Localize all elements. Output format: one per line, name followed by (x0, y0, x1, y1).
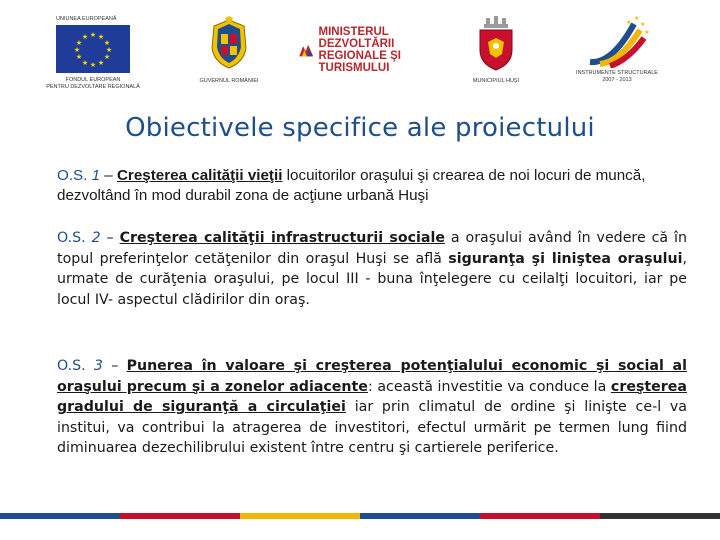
svg-text:★: ★ (626, 19, 632, 26)
mdr-emblem-icon (298, 38, 315, 62)
objective-3-rest-2: iar prin climatul de ordine şi linişte ce-l va institui, va contribui la atragerea de investitori, efectul urmărit pe termen lung fiind diminuarea dezechilibrului existent între centru şi cartierele periferice. (57, 399, 687, 456)
footer-segment (480, 513, 600, 519)
svg-text:★: ★ (75, 53, 83, 61)
objective-2 (57, 228, 687, 310)
footer-segment (0, 513, 120, 519)
svg-text:★: ★ (103, 39, 111, 47)
husi-logo (468, 16, 524, 85)
objective-3-bold-text: Punerea în valoare şi creşterea potenţialului economic şi social al oraşului precum şi a zonelor adiacente (57, 358, 687, 395)
objective-2-label: O.S. 2 (57, 230, 101, 246)
svg-text:★: ★ (75, 39, 83, 47)
objective-2-bold-text: Creşterea calităţii infrastructurii sociale (119, 230, 445, 246)
objective-3-bold-text-2: creşterea gradului de siguranţă a circulaţiei (57, 378, 687, 415)
instr-caption-2: 2007 - 2013 (602, 76, 632, 83)
romania-coat-of-arms-icon (206, 16, 252, 72)
eu-logo-top-text: UNIUNEA EUROPEANĂ (56, 16, 117, 22)
objective-3-dash: – (102, 358, 127, 374)
svg-text:★: ★ (97, 59, 105, 67)
logo-strip (0, 0, 720, 90)
eu-flag-icon (56, 25, 130, 73)
objective-1-dash: – (100, 167, 117, 184)
svg-text:★: ★ (640, 21, 646, 28)
objective-1 (57, 166, 687, 206)
objective-3 (57, 356, 687, 459)
husi-coat-of-arms-icon (476, 16, 516, 72)
page-title: Obiectivele specifice ale proiectului (125, 113, 595, 143)
objective-3-rest-1: : această investitie va conduce la (367, 378, 611, 395)
svg-text:★: ★ (81, 59, 89, 67)
svg-text:★: ★ (97, 33, 105, 41)
objective-1-label: O.S. 1 (57, 167, 101, 184)
objective-2-dash: – (100, 230, 120, 246)
svg-text:★: ★ (105, 46, 113, 54)
footer-segment (240, 513, 360, 519)
svg-text:★: ★ (89, 61, 97, 69)
objective-1-bold-text: Creşterea calităţii vieţii (116, 167, 283, 184)
instrumente-structurale-logo (572, 14, 662, 83)
svg-text:★: ★ (103, 53, 111, 61)
footer-color-bar (0, 513, 720, 519)
svg-text:★: ★ (89, 31, 97, 39)
objective-1-rest: locuitorilor oraşului şi crearea de noi locuri de muncă, dezvoltând în mod durabil zona de acţiune urbană Huşi (57, 167, 646, 204)
gov-logo (198, 16, 260, 85)
objective-2-rest-2: , urmate de curăţenia oraşului, pe locul III - buna înţelegere cu ceilalţi locuitori, iar pe locul IV- aspectul clădirilor din oraş. (57, 250, 687, 308)
svg-text:★: ★ (634, 15, 640, 22)
objective-2-bold-text-2: siguranţa şi liniştea oraşului (448, 250, 683, 267)
svg-text:★: ★ (644, 29, 650, 36)
eu-caption-2: PENTRU DEZVOLTARE REGIONALĂ (46, 83, 140, 90)
eu-stars-icon (56, 25, 130, 73)
mdr-line-1: MINISTERUL DEZVOLTĂRII (318, 26, 395, 50)
mdr-logo (298, 26, 418, 74)
footer-segment (600, 513, 720, 519)
svg-text:★: ★ (81, 33, 89, 41)
svg-text:★: ★ (73, 46, 81, 54)
objective-2-rest-1: a oraşului având în vedere că în topul preferinţelor cetăţenilor din oraşul Huşi se află (57, 230, 687, 267)
mdr-line-2: REGIONALE ŞI TURISMULUI (318, 50, 401, 74)
instr-caption-1: INSTRUMENTE STRUCTURALE (576, 70, 658, 76)
footer-segment (360, 513, 480, 519)
instrumente-structurale-icon (582, 14, 652, 68)
eu-caption-1: FONDUL EUROPEAN (65, 77, 121, 83)
gov-caption: GUVERNUL ROMÂNIEI (199, 78, 259, 84)
footer-segment (120, 513, 240, 519)
eu-logo (38, 16, 148, 90)
objective-3-label: O.S. 3 (57, 358, 103, 374)
husi-caption: MUNICIPIUL HUŞI (472, 78, 520, 84)
